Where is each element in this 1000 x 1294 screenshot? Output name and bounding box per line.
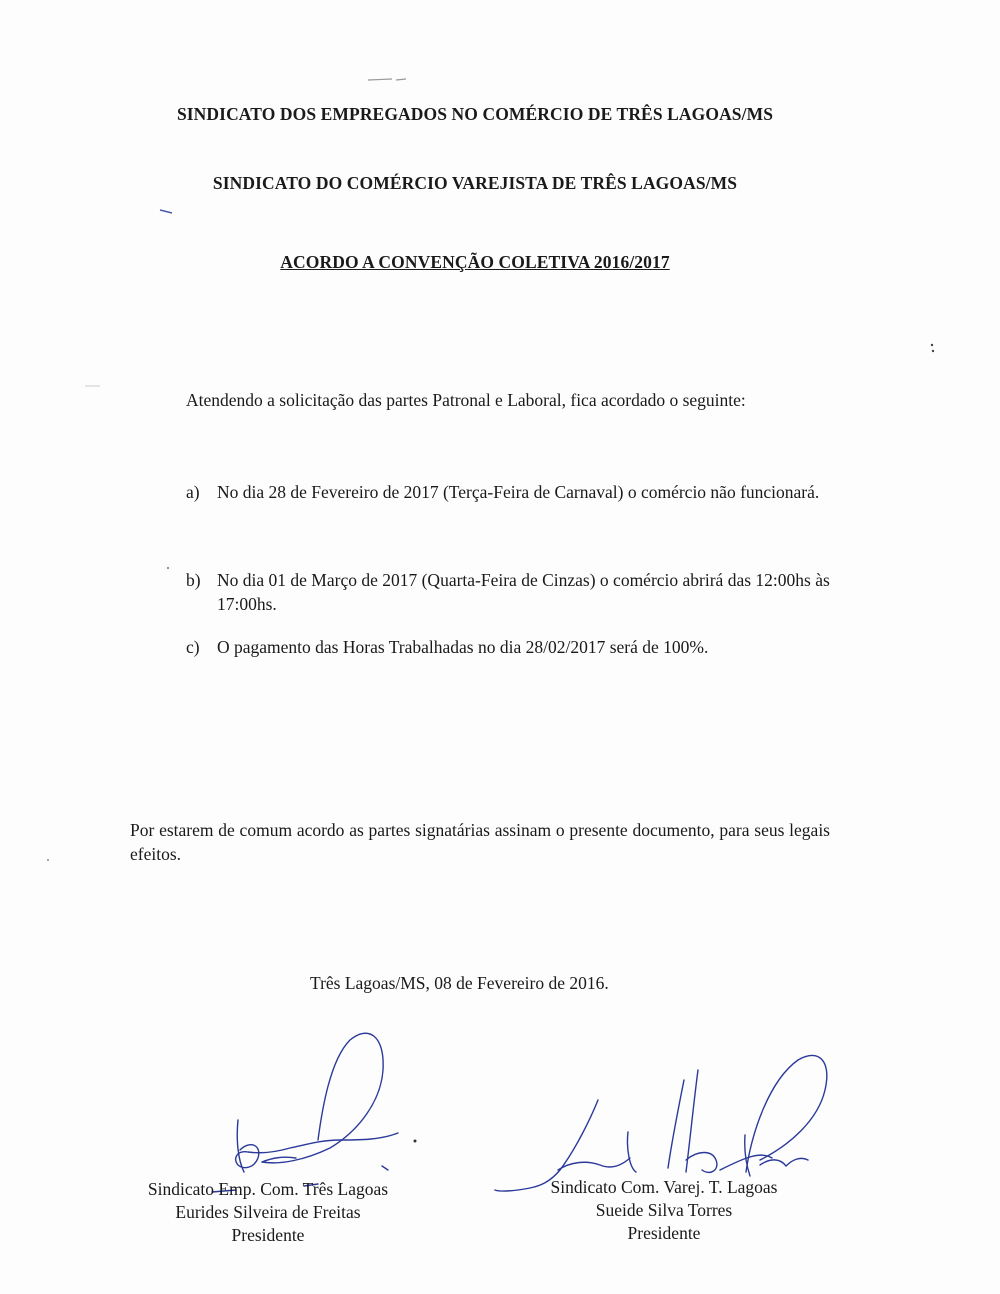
signatory-right-org: Sindicato Com. Varej. T. Lagoas [550, 1177, 778, 1197]
signatory-right-role: Presidente [627, 1223, 701, 1243]
signature-right [495, 1055, 827, 1191]
document-date: Três Lagoas/MS, 08 de Fevereiro de 2016. [310, 973, 609, 993]
signatory-left-name: Eurides Silveira de Freitas [175, 1202, 361, 1222]
signatory-left-role: Presidente [231, 1225, 305, 1245]
list-item-text: No dia 01 de Março de 2017 (Quarta-Feira de Cinzas) o comércio abrirá das 12:00hs às 17:00hs. [217, 570, 830, 614]
list-marker: c) [186, 637, 200, 657]
heading-union-employees: SINDICATO DOS EMPREGADOS NO COMÉRCIO DE TRÊS LAGOAS/MS [176, 104, 774, 124]
list-item-text: No dia 28 de Fevereiro de 2017 (Terça-Feira de Carnaval) o comércio não funcionará. [217, 482, 820, 502]
heading-union-retail: SINDICATO DO COMÉRCIO VAREJISTA DE TRÊS LAGOAS/MS [212, 173, 738, 193]
list-marker: b) [186, 570, 201, 590]
signatory-right [532, 1176, 796, 1245]
closing-paragraph: Por estarem de comum acordo as partes signatárias assinam o presente documento, para seus legais efeitos. [130, 820, 830, 864]
list-item-text: O pagamento das Horas Trabalhadas no dia 28/02/2017 será de 100%. [217, 637, 709, 657]
signatory-right-name: Sueide Silva Torres [595, 1200, 733, 1220]
heading-agreement-title: ACORDO A CONVENÇÃO COLETIVA 2016/2017 [280, 252, 670, 272]
list-item [186, 635, 846, 659]
list-marker: a) [186, 482, 200, 502]
signature-left [212, 1033, 398, 1192]
list-item [186, 568, 846, 616]
intro-paragraph: Atendendo a solicitação das partes Patronal e Laboral, fica acordado o seguinte: [186, 390, 746, 410]
list-item [186, 480, 846, 504]
signatory-left-org: Sindicato Emp. Com. Três Lagoas [147, 1179, 389, 1199]
signatory-left [130, 1178, 406, 1247]
